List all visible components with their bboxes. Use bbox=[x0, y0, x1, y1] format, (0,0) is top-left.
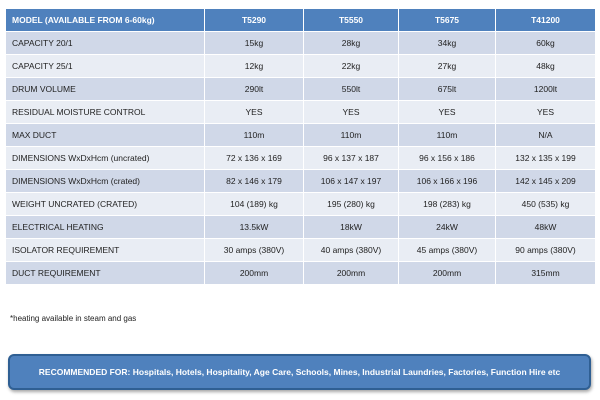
table-cell: 45 amps (380V) bbox=[399, 239, 496, 262]
table-cell: 27kg bbox=[399, 55, 496, 78]
table-cell: 290lt bbox=[205, 78, 304, 101]
table-cell: 110m bbox=[205, 124, 304, 147]
table-cell: 142 x 145 x 209 bbox=[496, 170, 596, 193]
table-cell: 40 amps (380V) bbox=[304, 239, 399, 262]
table-row bbox=[6, 78, 596, 101]
table-cell: 198 (283) kg bbox=[399, 193, 496, 216]
table-row bbox=[6, 32, 596, 55]
table-cell: 106 x 147 x 197 bbox=[304, 170, 399, 193]
table-cell: 200mm bbox=[205, 262, 304, 285]
table-cell: 12kg bbox=[205, 55, 304, 78]
row-label: ELECTRICAL HEATING bbox=[6, 216, 205, 239]
table-cell: 60kg bbox=[496, 32, 596, 55]
table-cell: 675lt bbox=[399, 78, 496, 101]
table-row bbox=[6, 262, 596, 285]
table-cell: 24kW bbox=[399, 216, 496, 239]
table-cell: 110m bbox=[304, 124, 399, 147]
table-cell: 104 (189) kg bbox=[205, 193, 304, 216]
spec-table bbox=[5, 8, 596, 285]
table-cell: 48kW bbox=[496, 216, 596, 239]
heating-footnote: *heating available in steam and gas bbox=[10, 314, 137, 323]
row-label: DIMENSIONS WxDxHcm (crated) bbox=[6, 170, 205, 193]
table-cell: 30 amps (380V) bbox=[205, 239, 304, 262]
table-row bbox=[6, 101, 596, 124]
table-cell: 96 x 156 x 186 bbox=[399, 147, 496, 170]
row-label: DRUM VOLUME bbox=[6, 78, 205, 101]
recommended-for-banner: RECOMMENDED FOR: Hospitals, Hotels, Hospitality, Age Care, Schools, Mines, Industrial Laundries, Factories, Function Hire etc bbox=[8, 354, 591, 390]
row-label: DUCT REQUIREMENT bbox=[6, 262, 205, 285]
header-row bbox=[6, 9, 596, 32]
header-cell-t41200: T41200 bbox=[496, 9, 596, 32]
table-cell: 450 (535) kg bbox=[496, 193, 596, 216]
table-cell: 96 x 137 x 187 bbox=[304, 147, 399, 170]
table-row bbox=[6, 55, 596, 78]
header-cell-t5550: T5550 bbox=[304, 9, 399, 32]
table-cell: 15kg bbox=[205, 32, 304, 55]
spec-table-body bbox=[6, 32, 596, 285]
header-cell-t5675: T5675 bbox=[399, 9, 496, 32]
table-cell: 1200lt bbox=[496, 78, 596, 101]
header-cell-model: MODEL (AVAILABLE FROM 6-60kg) bbox=[6, 9, 205, 32]
table-cell: YES bbox=[496, 101, 596, 124]
table-cell: 72 x 136 x 169 bbox=[205, 147, 304, 170]
table-row bbox=[6, 124, 596, 147]
row-label: RESIDUAL MOISTURE CONTROL bbox=[6, 101, 205, 124]
spec-table-header bbox=[6, 9, 596, 32]
table-row bbox=[6, 170, 596, 193]
table-cell: 48kg bbox=[496, 55, 596, 78]
table-cell: N/A bbox=[496, 124, 596, 147]
table-cell: YES bbox=[399, 101, 496, 124]
table-row bbox=[6, 216, 596, 239]
table-cell: 110m bbox=[399, 124, 496, 147]
table-row bbox=[6, 239, 596, 262]
row-label: ISOLATOR REQUIREMENT bbox=[6, 239, 205, 262]
row-label: WEIGHT UNCRATED (CRATED) bbox=[6, 193, 205, 216]
table-cell: 90 amps (380V) bbox=[496, 239, 596, 262]
table-cell: 34kg bbox=[399, 32, 496, 55]
table-cell: 200mm bbox=[399, 262, 496, 285]
table-cell: 82 x 146 x 179 bbox=[205, 170, 304, 193]
table-cell: 315mm bbox=[496, 262, 596, 285]
table-row bbox=[6, 147, 596, 170]
table-cell: 18kW bbox=[304, 216, 399, 239]
table-cell: 13.5kW bbox=[205, 216, 304, 239]
row-label: DIMENSIONS WxDxHcm (uncrated) bbox=[6, 147, 205, 170]
row-label: CAPACITY 20/1 bbox=[6, 32, 205, 55]
table-cell: 22kg bbox=[304, 55, 399, 78]
table-cell: YES bbox=[304, 101, 399, 124]
table-cell: 132 x 135 x 199 bbox=[496, 147, 596, 170]
table-row bbox=[6, 193, 596, 216]
table-cell: 200mm bbox=[304, 262, 399, 285]
row-label: CAPACITY 25/1 bbox=[6, 55, 205, 78]
table-cell: 106 x 166 x 196 bbox=[399, 170, 496, 193]
table-cell: 28kg bbox=[304, 32, 399, 55]
header-cell-t5290: T5290 bbox=[205, 9, 304, 32]
row-label: MAX DUCT bbox=[6, 124, 205, 147]
table-cell: 550lt bbox=[304, 78, 399, 101]
table-cell: YES bbox=[205, 101, 304, 124]
table-cell: 195 (280) kg bbox=[304, 193, 399, 216]
